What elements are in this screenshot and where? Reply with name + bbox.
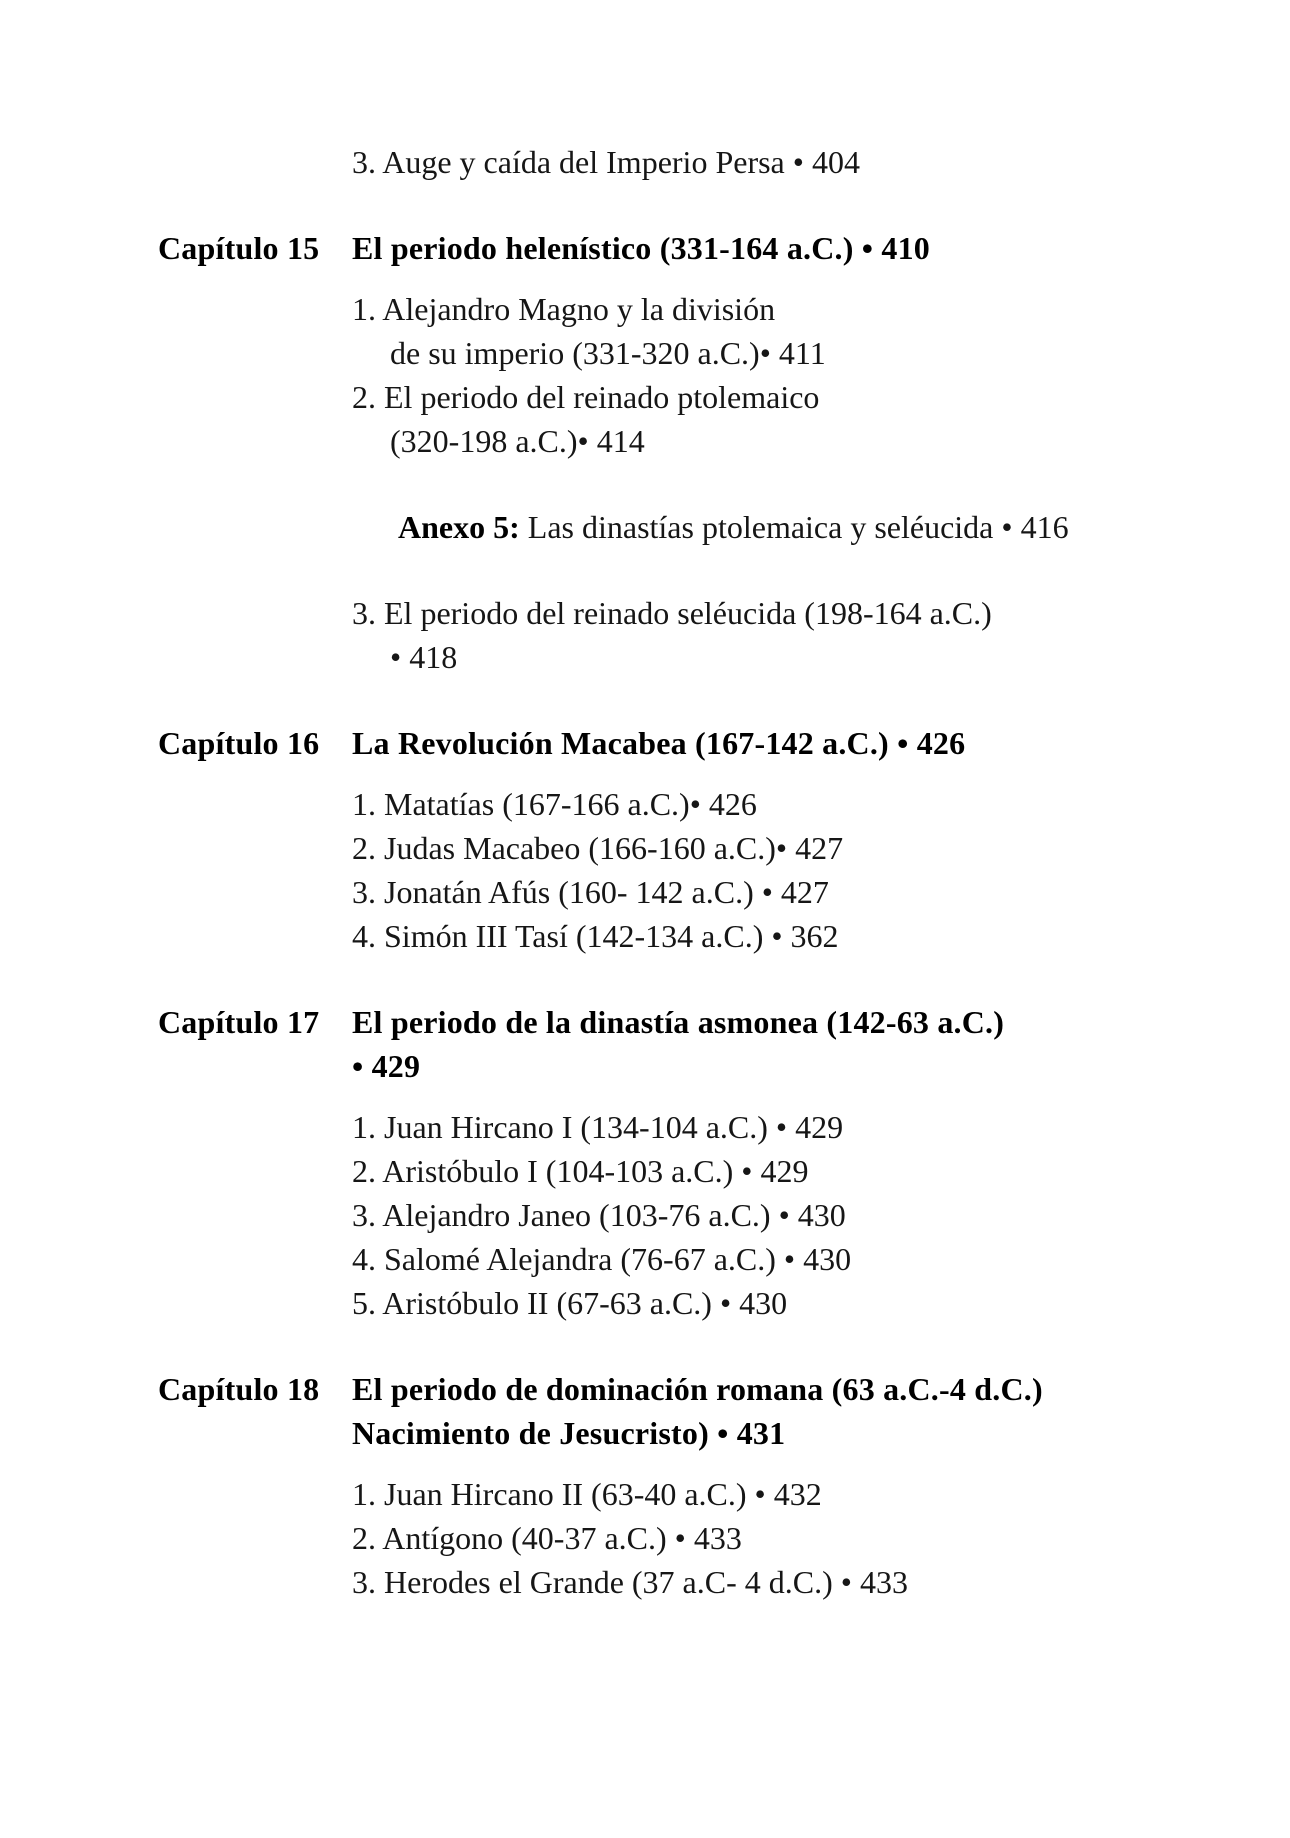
toc-item-line: 1. Alejandro Magno y la división [352,291,776,327]
chapter-title [352,1000,1240,1088]
annex-line [278,505,1240,549]
toc-item-line: 1. Juan Hircano II (63-40 a.C.) • 432 [352,1476,822,1512]
toc-item-line: 1. Matatías (167-166 a.C.)• 426 [352,786,757,822]
toc-entry-item [158,1472,1240,1516]
toc-item-line: 3. Auge y caída del Imperio Persa • 404 [352,144,860,180]
toc-item-line: 3. Jonatán Afús (160- 142 a.C.) • 427 [352,874,829,910]
chapter-label: Capítulo 15 [158,230,320,266]
chapter-title-line: El periodo de la dinastía asmonea (142-63 a.C.) [352,1004,1005,1040]
toc-item-line: 2. Judas Macabeo (166-160 a.C.)• 427 [352,830,844,866]
chapter-title [352,1367,1240,1455]
toc-entry-item [158,1560,1240,1604]
toc-entry-item [158,914,1240,958]
toc-entry-item [158,375,1240,463]
toc-entry-item [158,826,1240,870]
toc-entry-item [158,1281,1240,1325]
toc-entry-chapter [158,721,1240,765]
toc-item-line: 3. Alejandro Janeo (103-76 a.C.) • 430 [352,1197,846,1233]
annex-text: Las dinastías ptolemaica y seléucida • 416 [527,509,1069,545]
toc-item-line: 2. Antígono (40-37 a.C.) • 433 [352,1520,742,1556]
toc-entry-item [158,1105,1240,1149]
chapter-title-line: El periodo de dominación romana (63 a.C.-4 d.C.) [352,1371,1043,1407]
annex-label: Anexo 5: [398,509,520,545]
toc-entry-item [158,287,1240,375]
chapter-title-line: El periodo helenístico (331-164 a.C.) • 410 [352,230,930,266]
toc-item-continuation: • 418 [390,639,458,675]
chapter-title-line: • 429 [352,1048,421,1084]
toc-entry-anexo [158,505,1240,549]
toc-entry-item [158,1516,1240,1560]
toc-item-line: 2. Aristóbulo I (104-103 a.C.) • 429 [352,1153,809,1189]
toc-item-line: 4. Simón III Tasí (142-134 a.C.) • 362 [352,918,839,954]
toc-item-continuation: de su imperio (331-320 a.C.)• 411 [390,335,826,371]
toc-item-line: 3. El periodo del reinado seléucida (198-164 a.C.) [352,595,992,631]
toc-item-line: 4. Salomé Alejandra (76-67 a.C.) • 430 [352,1241,852,1277]
toc-entry-item [158,591,1240,679]
toc-entry-chapter [158,1000,1240,1088]
toc-entry-item [158,1193,1240,1237]
chapter-label: Capítulo 17 [158,1004,320,1040]
toc-item-line: 2. El periodo del reinado ptolemaico [352,379,820,415]
toc-item-line: 3. Herodes el Grande (37 a.C- 4 d.C.) • 433 [352,1564,908,1600]
toc-entry-item [158,1149,1240,1193]
chapter-title-line: Nacimiento de Jesucristo) • 431 [352,1415,786,1451]
toc-entry-item [158,1237,1240,1281]
chapter-title [352,226,1240,270]
chapter-title [352,721,1240,765]
toc-item-line: 1. Juan Hircano I (134-104 a.C.) • 429 [352,1109,844,1145]
toc-entry-chapter [158,1367,1240,1455]
chapter-label: Capítulo 18 [158,1371,320,1407]
toc-entry-item [158,140,1240,184]
chapter-label: Capítulo 16 [158,725,320,761]
toc-item-line: 5. Aristóbulo II (67-63 a.C.) • 430 [352,1285,788,1321]
chapter-title-line: La Revolución Macabea (167-142 a.C.) • 426 [352,725,966,761]
toc-entry-chapter [158,226,1240,270]
toc-item-continuation: (320-198 a.C.)• 414 [390,423,645,459]
toc-entry-item [158,782,1240,826]
toc-entry-item [158,870,1240,914]
